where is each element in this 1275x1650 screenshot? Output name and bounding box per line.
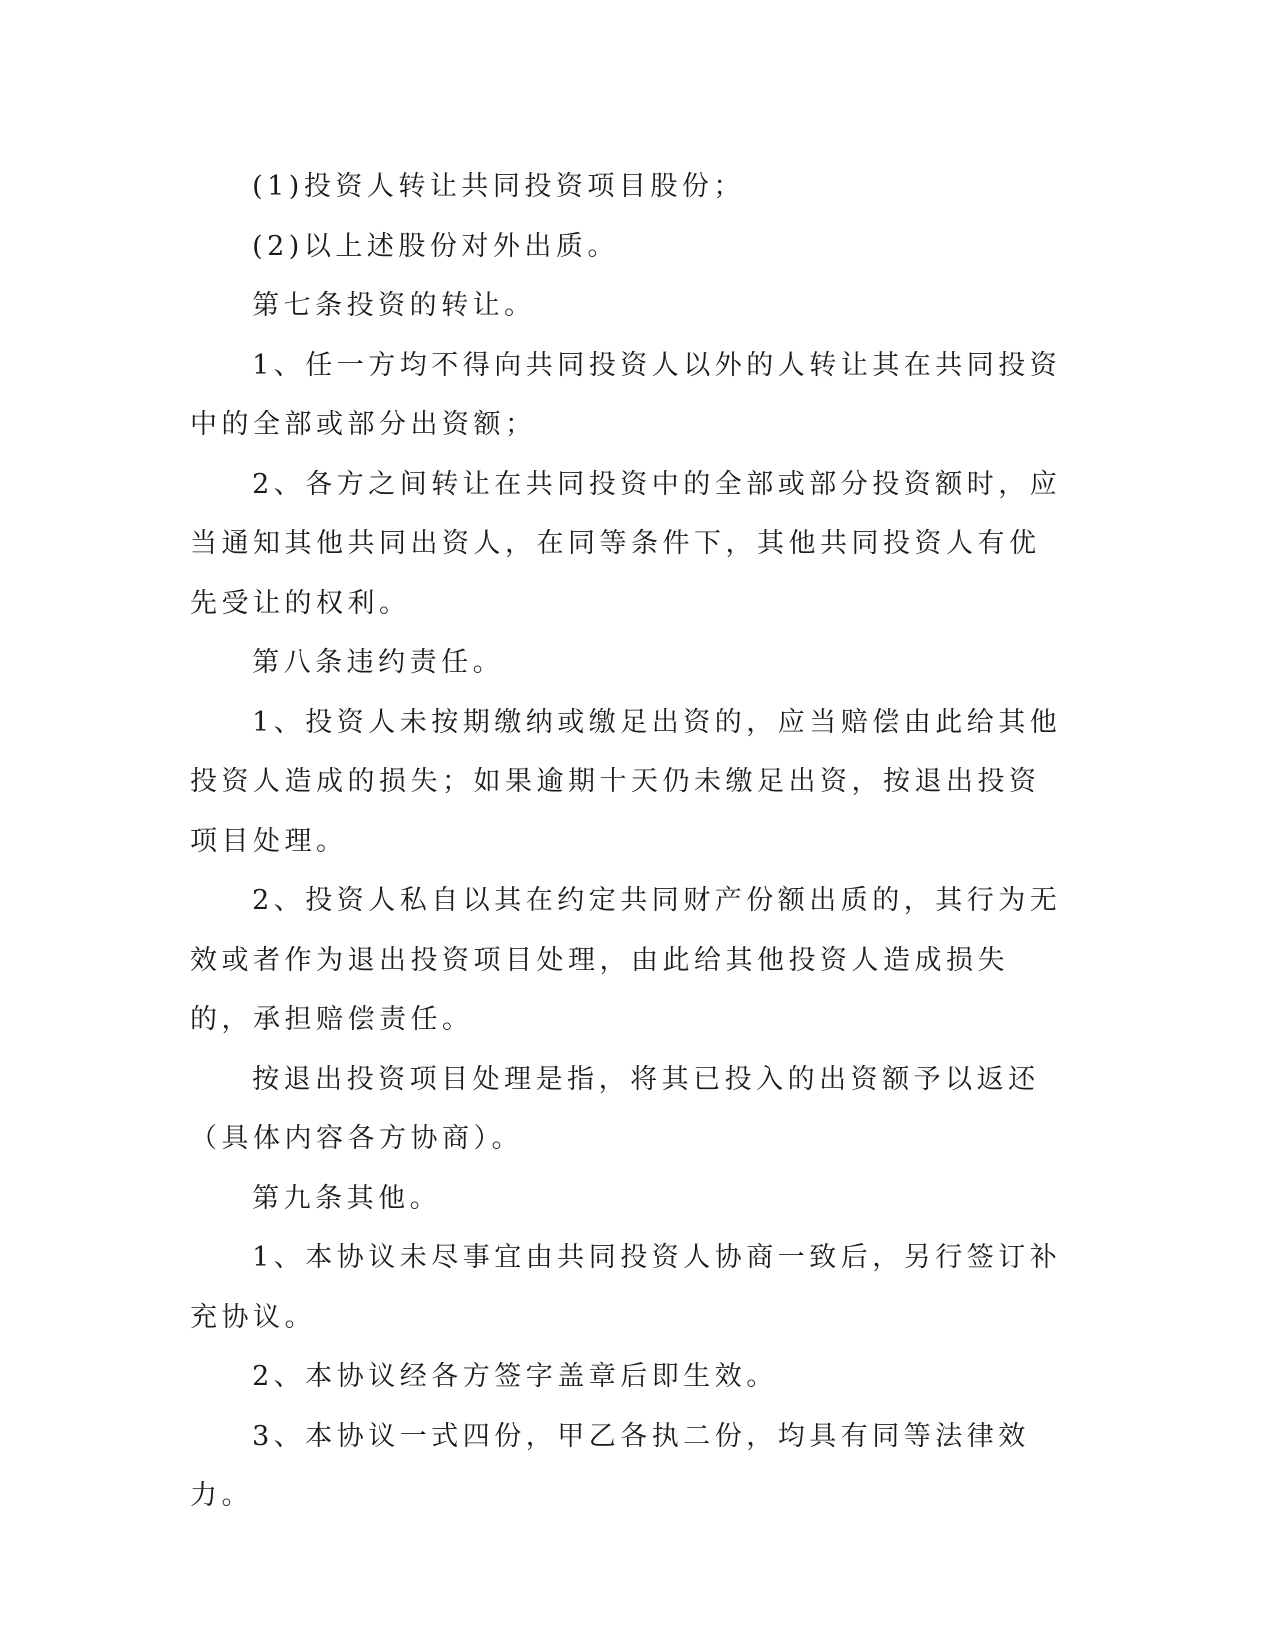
- article-8-heading: 第八条违约责任。: [252, 647, 505, 678]
- article-7-heading: 第七条投资的转让。: [252, 290, 536, 321]
- article-9-heading: 第九条其他。: [252, 1182, 442, 1214]
- article-9-clause-1: 1、本协议未尽事宜由共同投资人协商一致后，另行签订补充协议。: [190, 1242, 1062, 1333]
- article-8-note: 按退出投资项目处理是指，将其已投入的出资额予以返还（具体内容各方协商）。: [190, 1063, 1040, 1154]
- clause-item-2: (2)以上述股份对外出质。: [252, 230, 619, 262]
- article-9-clause-3: 3、本协议一式四份，甲乙各执二份，均具有同等法律效力。: [190, 1420, 1030, 1511]
- article-8-clause-1: 1、投资人未按期缴纳或缴足出资的，应当赔偿由此给其他投资人造成的损失；如果逾期十天仍未缴足出资，按退出投资项目处理。: [190, 706, 1062, 857]
- article-9-clause-2: 2、本协议经各方签字盖章后即生效。: [252, 1361, 778, 1392]
- article-7-clause-2: 2、各方之间转让在共同投资中的全部或部分投资额时，应当通知其他共同出资人，在同等条件下，其他共同投资人有优先受让的权利。: [190, 468, 1062, 619]
- article-8-clause-2: 2、投资人私自以其在约定共同财产份额出质的，其行为无效或者作为退出投资项目处理，由此给其他投资人造成损失的，承担赔偿责任。: [190, 885, 1062, 1035]
- clause-item-1: (1)投资人转让共同投资项目股份；: [252, 171, 745, 202]
- document-body: [190, 157, 1070, 1526]
- article-7-clause-1: 1、任一方均不得向共同投资人以外的人转让其在共同投资中的全部或部分出资额；: [190, 349, 1062, 440]
